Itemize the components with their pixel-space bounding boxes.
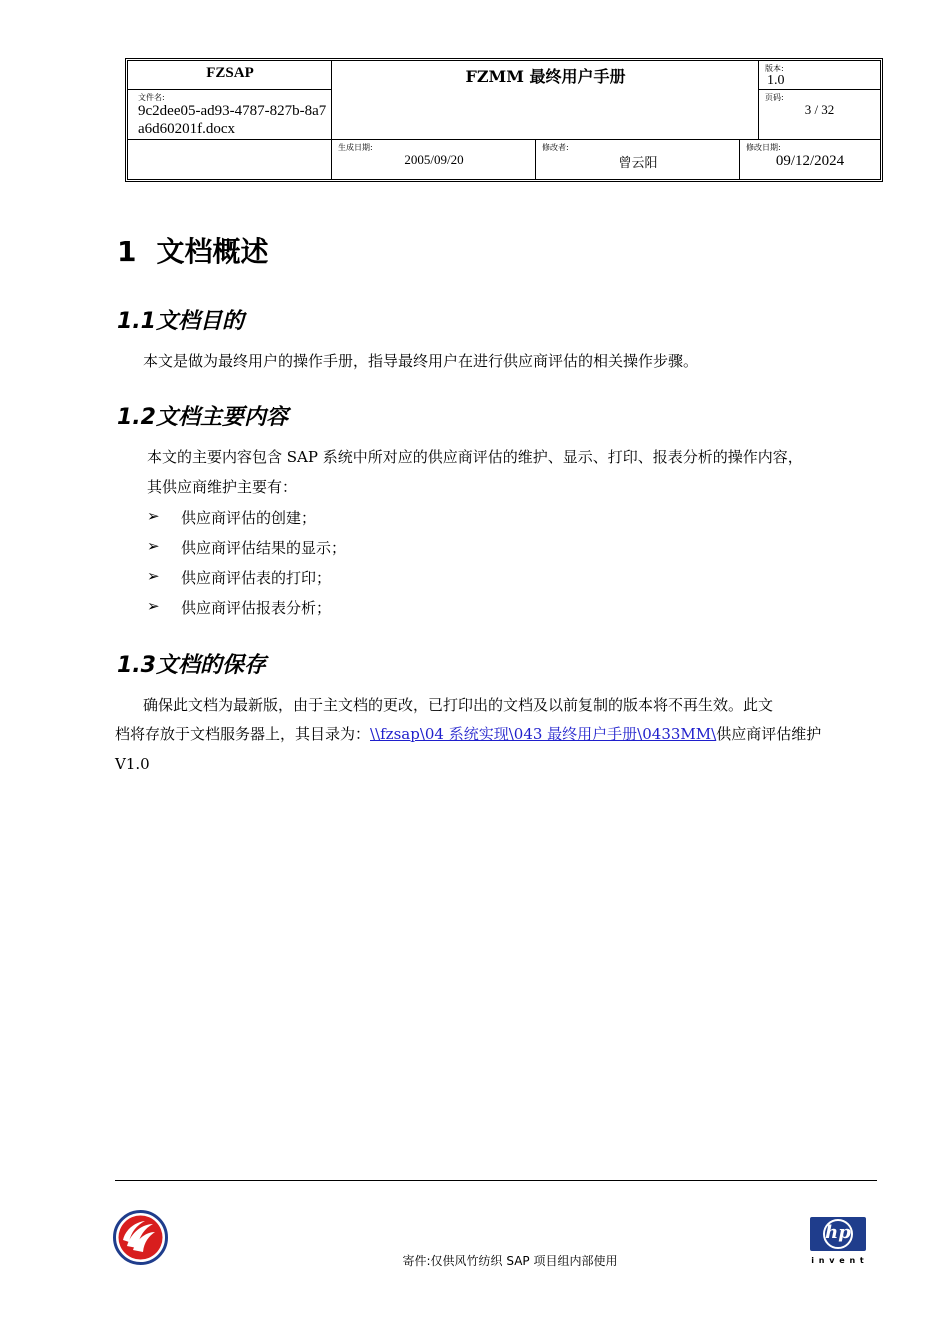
header-table (125, 58, 883, 182)
content-paragraph-line2: 其供应商维护主要有： (147, 478, 298, 496)
storage-text-pre: 档将存放于文档服务器上，其目录为： (115, 725, 371, 743)
version-cell (759, 61, 880, 90)
created-label: 生成日期: (338, 143, 373, 152)
created-cell (332, 140, 536, 179)
company-cell (128, 61, 332, 90)
filename-value: 9c2dee05-ad93-4787-827b-8a7a6d60201f.docx (138, 103, 327, 137)
modified-cell (740, 140, 880, 179)
storage-paragraph-line2 (115, 719, 821, 749)
footer-divider (115, 1180, 877, 1181)
version-value: 1.0 (767, 73, 785, 88)
storage-paragraph-line1: 确保此文档为最新版，由于主文档的更改，已打印出的文档及以前复制的版本将不再生效。此文 (143, 696, 774, 714)
list-item: 供应商评估的创建； (181, 509, 317, 527)
page-cell (759, 90, 880, 140)
hp-logo-letters: hp (825, 1222, 851, 1243)
bullet-arrow-icon: ➢ (147, 537, 160, 555)
page-value: 3 / 32 (804, 102, 835, 117)
modified-label: 修改日期: (746, 143, 781, 152)
hp-tagline: i n v e n t (811, 1256, 865, 1265)
document-title: FZMM 最终用户手册 (465, 67, 626, 86)
content-paragraph-line1: 本文的主要内容包含 SAP 系统中所对应的供应商评估的维护、显示、打印、报表分析的操作内容， (147, 448, 803, 466)
hp-logo-icon (809, 1216, 867, 1268)
bullet-arrow-icon: ➢ (147, 567, 160, 585)
storage-paragraph-line3: V1.0 (115, 755, 150, 773)
storage-path-link[interactable]: \\fzsap\04 系统实现\043 最终用户手册\0433MM\ (370, 725, 717, 743)
company-name: FZSAP (206, 65, 254, 81)
modifier-label: 修改者: (542, 143, 569, 152)
version-label: 版本: (765, 64, 784, 73)
filename-label: 文件名: (138, 93, 165, 102)
modified-value: 09/12/2024 (775, 153, 845, 169)
modifier-value: 曾云阳 (618, 156, 658, 171)
list-item: 供应商评估表的打印； (181, 569, 332, 587)
empty-cell (128, 140, 332, 179)
created-value: 2005/09/20 (404, 152, 464, 167)
title-cell (332, 61, 759, 140)
section-title: 文档概述 (156, 235, 269, 268)
list-item: 供应商评估结果的显示； (181, 539, 347, 557)
page-label: 页码: (765, 93, 784, 102)
purpose-paragraph: 本文是做为最终用户的操作手册，指导最终用户在进行供应商评估的相关操作步骤。 (143, 352, 699, 370)
subsection-heading-1-3: 1.3文档的保存 (117, 653, 266, 678)
bullet-arrow-icon: ➢ (147, 597, 160, 615)
subsection-heading-1-2: 1.2文档主要内容 (117, 405, 288, 430)
subsection-heading-1-1: 1.1文档目的 (117, 309, 244, 334)
modifier-cell (536, 140, 740, 179)
storage-text-post: 供应商评估维护 (716, 725, 822, 743)
section-heading-1 (117, 230, 269, 270)
list-item: 供应商评估报表分析； (181, 599, 332, 617)
section-number: 1 (117, 235, 137, 268)
bullet-arrow-icon: ➢ (147, 507, 160, 525)
filename-cell (128, 90, 332, 140)
footer-note: 寄件:仅供风竹纺织 SAP 项目组内部使用 (402, 1254, 618, 1268)
